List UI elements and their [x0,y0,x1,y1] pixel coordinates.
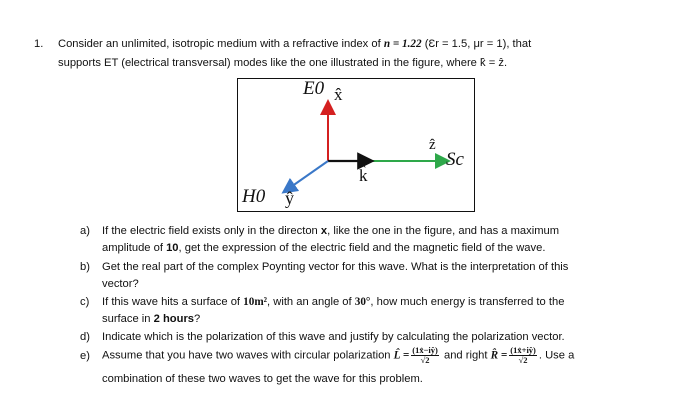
area-value: 10m² [243,296,268,308]
question-a-line2: amplitude of 10, get the expression of the electric field and the magnetic field of the wave. [102,242,546,254]
wave-figure [237,78,475,212]
refractive-index-expr: n = 1.22 [383,38,422,50]
question-e-line2: combination of these two waves to get the wave for this problem. [102,373,423,385]
y-hat-label: ŷ [285,188,294,208]
left-polarization-symbol: L̂ = [393,349,410,362]
right-polarization-fraction: $\frac{(1x̂+iŷ)}{√2}$ [510,345,536,365]
question-a-line1: If the electric field exists only in the directon x, like the one in the figure, and has a maximum [102,225,560,237]
intro-text-b: (Ɛr = 1.5, μr = 1), that [421,38,532,50]
angle-value: 30° [354,296,371,308]
problem-intro-line1 [58,38,531,50]
direction-x: x [320,225,328,237]
question-c-label: c) [80,296,90,308]
problem-number: 1. [34,38,44,50]
magnetic-field-arrow [288,161,328,189]
e0-label: E0 [303,78,325,99]
h0-label: H0 [242,186,266,207]
amplitude-value: 10 [166,242,179,254]
problem-intro-line2: supports ET (electrical transversal) modes like the one illustrated in the figure, where k̂ = ẑ. [58,57,508,69]
question-e-label: e) [80,350,90,362]
k-hat-label: k̂ [359,166,368,185]
axes-diagram [238,79,476,213]
question-b-label: b) [80,261,90,273]
question-d-label: d) [80,331,90,343]
question-e-line1: Assume that you have two waves with circular polarization L̂ = $\frac{(1x̂-iŷ)}{√2}$ and right R̂ = $\frac{(1x̂+iŷ)}{√2}$ . Use a [102,345,575,365]
z-hat-label: ẑ [429,137,436,153]
question-b-line1: Get the real part of the complex Poynting vector for this wave. What is the interpretation of this [102,261,569,273]
time-value: 2 hours [153,313,195,325]
question-b-line2: vector? [102,278,139,290]
intro-text-a: Consider an unlimited, isotropic medium with a refractive index of [58,38,384,50]
sc-label: Sc [446,149,464,170]
question-c-line2: surface in 2 hours? [102,313,201,325]
left-polarization-fraction: $\frac{(1x̂-iŷ)}{√2}$ [412,345,438,365]
x-hat-label: x̂ [334,85,343,104]
question-c-line1: If this wave hits a surface of 10m², with an angle of 30°, how much energy is transferred to the [102,296,565,308]
question-a-label: a) [80,225,90,237]
right-polarization-symbol: R̂ = [490,349,508,362]
question-d-line1: Indicate which is the polarization of this wave and justify by calculating the polarization vector. [102,331,565,343]
